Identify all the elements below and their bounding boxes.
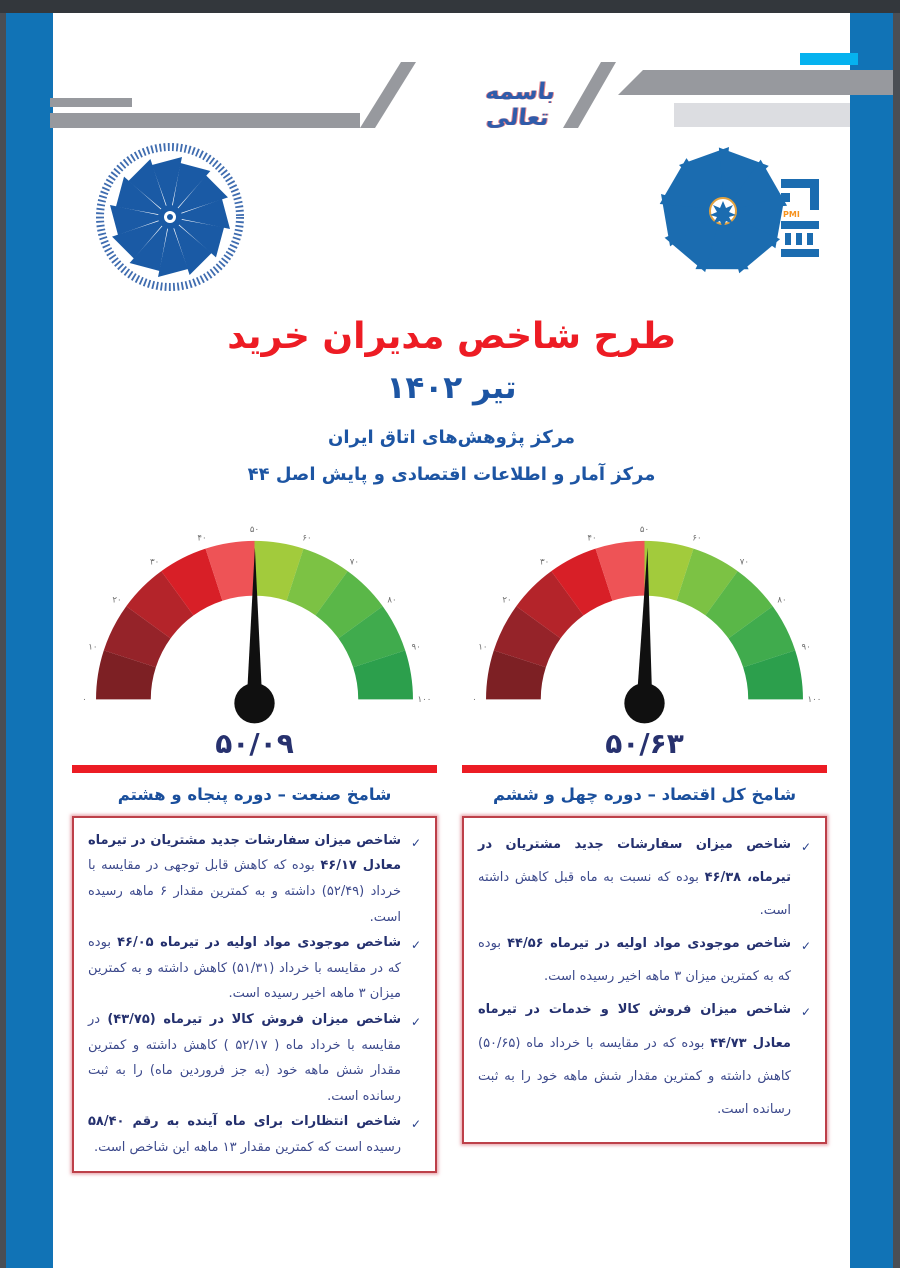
gauge-tick-label: ۱۰۰ xyxy=(807,695,822,706)
bullet-rest-text: بوده که به کمترین میزان ۳ ماهه اخیر رسیده است. xyxy=(478,936,791,985)
economy-section xyxy=(462,514,827,1173)
economy-gauge-chart xyxy=(462,514,827,735)
bullet-lead-text: شاخص موجودی مواد اولیه در تیرماه ۴۶/۰۵ xyxy=(117,935,401,951)
check-icon: ✓ xyxy=(800,1005,811,1020)
org-line-1: مرکز پژوهش‌های اتاق ایران xyxy=(327,426,576,448)
industry-gauge-chart xyxy=(72,514,437,735)
check-icon: ✓ xyxy=(800,939,811,954)
index-bullet-item xyxy=(88,1007,421,1109)
index-bullet-item xyxy=(478,993,811,1126)
gauge-tick-label: ۳۰ xyxy=(539,557,550,568)
gauge-tick-label: ۱۰۰ xyxy=(417,695,432,706)
economy-gauge-value: ۵۰/۶۳ xyxy=(605,726,684,760)
index-bullet-item xyxy=(478,828,811,927)
check-icon: ✓ xyxy=(410,1015,421,1030)
gauge-tick-label: ۳۰ xyxy=(149,557,160,568)
org-line-2: مرکز آمار و اطلاعات اقتصادی و پایش اصل ۴۴ xyxy=(247,464,656,486)
bullet-lead-text: شاخص میزان فروش کالا و خدمات در تیرماه معادل ۴۴/۷۳ xyxy=(478,1002,791,1051)
check-icon: ✓ xyxy=(410,1117,421,1132)
index-bullet-item xyxy=(88,1109,421,1160)
industry-section-header: شامخ صنعت – دوره پنجاه و هشتم xyxy=(117,784,392,804)
gauge-tick-label: ۴۰ xyxy=(197,533,207,544)
gauge-hub xyxy=(234,683,274,723)
industry-gauge-value: ۵۰/۰۹ xyxy=(215,726,294,760)
report-title: طرح شاخص مدیران خرید xyxy=(227,316,676,357)
gauge-tick-label: ۷۰ xyxy=(349,557,360,568)
report-month: تیر ۱۴۰۲ xyxy=(386,369,517,406)
red-divider xyxy=(462,765,827,773)
index-bullet-item xyxy=(88,930,421,1007)
gauge-tick-label: ۲۰ xyxy=(112,595,122,606)
bullet-rest-text: بوده که کاهش قابل توجهی در مقایسه با خرداد (۵۲/۴۹) داشته و به کمترین مقدار ۶ ماهه رسیده است. xyxy=(88,858,401,925)
gauge-tick-label: ۵۰ xyxy=(249,525,260,536)
industry-section xyxy=(72,514,437,1173)
right-accent-strip xyxy=(850,13,893,1268)
bullet-lead-text: شاخص میزان فروش کالا در تیرماه (۴۳/۷۵) xyxy=(107,1012,402,1028)
gauge-tick-label: ۶۰ xyxy=(692,533,702,544)
gauge-tick-label: ۹۰ xyxy=(801,642,811,653)
left-accent-strip xyxy=(6,13,53,1268)
gauge-tick-label: ۰ xyxy=(472,695,477,706)
gauge-tick-label: ۷۰ xyxy=(739,557,750,568)
gauge-tick-label: ۱۰ xyxy=(478,642,488,653)
gauge-tick-label: ۸۰ xyxy=(387,595,397,606)
bismillah-text: باسمه تعالی xyxy=(484,79,557,131)
bullet-lead-text: شاخص میزان سفارشات جدید مشتریان در تیرماه، ۴۶/۳۸ xyxy=(478,836,791,885)
bullet-rest-text: بوده که در مقایسه با خرداد (۵۱/۳۱) کاهش داشته و به کمترین میزان ۳ ماهه اخیر رسیده است. xyxy=(88,935,401,1002)
gauge-tick-label: ۰ xyxy=(82,695,87,706)
gauge-columns xyxy=(53,514,850,1173)
industry-summary-list xyxy=(84,826,425,1163)
bullet-lead-text: شاخص میزان سفارشات جدید مشتریان در تیرماه معادل ۴۶/۱۷ xyxy=(88,832,402,874)
economy-section-header: شامخ کل اقتصاد – دوره چهل و ششم xyxy=(492,784,797,804)
gauge-tick-label: ۴۰ xyxy=(587,533,597,544)
index-bullet-item xyxy=(88,828,421,930)
gauge-tick-label: ۹۰ xyxy=(411,642,421,653)
content-area xyxy=(53,13,850,1173)
bullet-rest-text: بوده که در مقایسه با خرداد ماه (۵۰/۶۵) کاهش داشته و کمترین مقدار شش ماهه خود را به ثبت رسانده است. xyxy=(478,1035,791,1117)
bullet-lead-text: شاخص موجودی مواد اولیه در تیرماه ۴۴/۵۶ xyxy=(507,936,791,952)
economy-summary-box xyxy=(462,816,827,1144)
bullet-rest-text: رسیده است که کمترین مقدار ۱۳ ماهه این شاخص است. xyxy=(94,1140,401,1156)
check-icon: ✓ xyxy=(410,835,421,850)
bullet-rest-text: بوده که نسبت به ماه قبل کاهش داشته است. xyxy=(478,869,791,919)
gauge-tick-label: ۲۰ xyxy=(502,595,512,606)
top-bar xyxy=(0,0,900,13)
pmi-label: PMI xyxy=(783,210,800,219)
document-page xyxy=(6,13,893,1268)
industry-summary-box xyxy=(72,816,437,1173)
gauge-tick-label: ۵۰ xyxy=(639,525,650,536)
gauge-tick-label: ۸۰ xyxy=(777,595,787,606)
gauge-tick-label: ۱۰ xyxy=(88,642,98,653)
bullet-rest-text: در مقایسه با خرداد ماه ( ۵۲/۱۷ ) کاهش داشته و کمترین مقدار شش ماهه خود (به جز فروردین ماه) را به ثبت رسانده است. xyxy=(88,1012,401,1104)
gauge-hub xyxy=(624,683,664,723)
check-icon: ✓ xyxy=(800,839,811,854)
economy-summary-list xyxy=(474,826,815,1128)
index-bullet-item xyxy=(478,927,811,993)
bullet-lead-text: شاخص انتظارات برای ماه آینده به رقم ۵۸/۴۰ xyxy=(88,1114,401,1130)
gauge-tick-label: ۶۰ xyxy=(302,533,312,544)
check-icon: ✓ xyxy=(410,938,421,953)
red-divider xyxy=(72,765,437,773)
